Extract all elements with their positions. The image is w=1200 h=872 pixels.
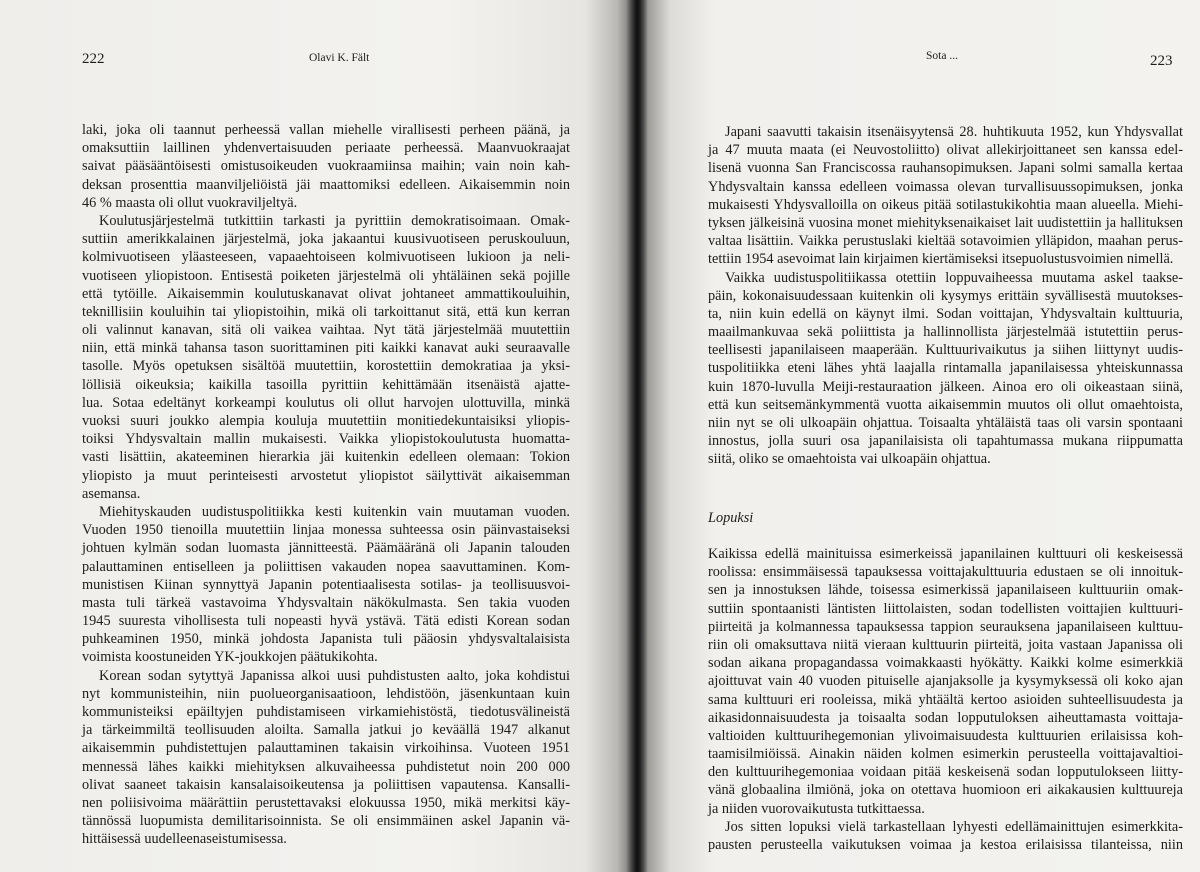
text-line: Jos sitten lopuksi vielä tarkastellaan lyhyesti edellämainittujen esimerkkita-: [725, 818, 1183, 835]
text-line: valtaa lisättiin. Vaikka perustuslaki kieltää sotavoimien ylläpidon, maahan perus-: [708, 233, 1183, 250]
text-line: sama kulttuuri eri rooleissa, mikä yhtäältä kertoo asioiden suhteellisuudesta ja: [708, 691, 1183, 708]
text-line: ja 47 muuta maata (ei Neuvostoliitto) olivat allekirjoittaneet sen kanssa edel-: [708, 142, 1183, 159]
text-line: masta tuli tärkeä vastavoima Yhdysvaltain näkökulmasta. Sen takia vuoden: [82, 594, 570, 611]
text-line: kuin 1870-luvulla Meiji-restauraation jälkeen. Ainoa ero oli oikeastaan siinä,: [708, 378, 1183, 395]
text-line: Yhdysvaltain kanssa edelleen voimassa olevan turvallisuussopimuksen, jonka: [708, 178, 1183, 195]
text-line: nen poliisivoima määrättiin perustettavaksi elokuussa 1950, mikä merkitsi käy-: [82, 794, 570, 811]
text-line: puhkeaminen 1950, minkä johdosta Japanista tuli pääosin yhdysvaltalaisista: [82, 631, 570, 648]
text-line: aikaisemmin puhdistettujen palauttaminen takaisin virkoihinsa. Vuoteen 1951: [82, 740, 570, 757]
text-line: aikasidonnaisuudesta ja toisaalta sodan lopputuloksen aiheuttamasta voittaja-: [708, 709, 1183, 726]
text-line: toiksi Yhdysvaltain mallin mukaisesti. Vaikka yliopistokoulutusta huomatta-: [82, 431, 570, 448]
text-line: vasti lisättiin, akateeminen hierarkia jäi kuitenkin edelleen olemaan: Tokion: [82, 449, 570, 466]
text-line: vänä globaalina ilmiönä, joka on otettava huomioon eri aikakausien kulttuureja: [708, 782, 1183, 799]
text-line: sen ja innostuksen lähde, toisessa esimerkissä japanilaiseen kulttuuriin omak-: [708, 582, 1183, 599]
right-page: [636, 0, 1200, 872]
section-heading: Lopuksi: [708, 510, 754, 526]
text-line: valtioiden kulttuurihegemonian ylivoimaisuudesta kulttuurien erilaisissa koh-: [708, 727, 1183, 744]
text-line: tettiin 1954 asevoimat lain kirjaimen kiertämiseksi itsepuolustusvoimien nimellä.: [708, 251, 1174, 268]
text-line: Miehityskauden uudistuspolitiikka kesti kuitenkin vain muutaman vuoden.: [99, 503, 570, 520]
text-line: Kaikissa edellä mainituissa esimerkeissä japanilainen kulttuuri oli keskeisessä: [708, 546, 1183, 562]
text-line: Korean sodan sytyttyä Japanissa alkoi uusi puhdistusten aalto, joka kohdistui: [99, 667, 570, 684]
left-body-text: [82, 121, 570, 849]
text-line: Vaikka uudistuspolitiikassa otettiin loppuvaiheessa muutama askel taakse-: [725, 269, 1183, 286]
text-line: hittäisessä uudelleenaseistumisessa.: [82, 831, 287, 848]
text-line: 46 % maasta oli ollut vuokraviljeltyä.: [82, 194, 298, 211]
text-line: tyksen jälkeisinä vuosina monet miehityksenaikaiset lait uudistettiin ja hallituksen: [708, 214, 1183, 231]
text-line: pausten perusteella vaikutuksen voimaa ja kestoa erilaisissa tilanteissa, niin: [708, 837, 1183, 853]
text-line: nyt kommunisteihin, niin puolueorganisaatioon, lehdistöön, jäsenkuntaan kuin: [82, 685, 570, 702]
right-body-text-bottom: [708, 545, 1183, 854]
text-line: Japani saavutti takaisin itsenäisyytensä 28. huhtikuuta 1952, kun Yhdysvallat: [725, 124, 1183, 140]
running-head: Olavi K. Fält: [309, 52, 370, 64]
text-line: voimista koostuneiden YK-joukkojen päätukikohta.: [82, 649, 378, 666]
text-line: piirteitä ja kolmannessa tapauksessa tappion seurauksena japanilaiseen kulttuu-: [708, 618, 1183, 635]
text-line: lisenä vuonna San Franciscossa rauhansopimuksen. Japani solmi samalla kertaa: [708, 160, 1183, 177]
text-line: siitä, oliko se omaehtoista vai ulkoapäin ohjattua.: [708, 451, 991, 468]
text-line: yliopisto ja muut perinteisesti arvostetut yliopistot säilyttivät aikaisemman: [82, 467, 570, 484]
text-line: 1945 suuresta vihollisesta tuli nopeasti hyvä ystävä. Tätä edisti Korean sodan: [82, 613, 570, 630]
text-line: tännössä luopumista demilitarisoinnista. Se oli ensimmäinen askel Japanin vä-: [82, 813, 570, 830]
page-number: 222: [82, 51, 105, 67]
text-line: löllisiä oikeuksia; kaikilla tasoilla pyrittiin kehittämään itsenäistä ajatte-: [82, 376, 570, 393]
text-line: omaksuttiin laillinen yhdenvertaisuuden periaate perheessä. Maanvuokraajat: [82, 140, 570, 157]
text-line: lua. Sotaa edeltänyt korkeampi koulutus oli ollut harvojen ulottuvilla, minkä: [82, 394, 570, 411]
text-line: maailmankuvaa sekä poliittista ja hallinnollista järjestelmää istutettiin perus-: [708, 324, 1183, 341]
text-line: Vuoden 1950 tienoilla muutettiin linjaa monessa suhteessa osin päinvastaiseksi: [82, 522, 570, 539]
text-line: ajoittuvat vain 40 vuoden pituiselle ajanjaksolle ja kysymyksessä oli koko ajan: [708, 673, 1183, 690]
text-line: kommunisteiksi epäiltyjen puhdistamiseen virkamiehistöstä, tiedotusvälineistä: [82, 704, 570, 720]
text-line: riin oli omaksuttava niitä vieraan kulttuurin piirteitä, joita vastaan Japanissa oli: [708, 636, 1183, 653]
page-number: 223: [1150, 53, 1173, 69]
text-line: taamisilmiöissä. Ainakin näiden kolmen esimerkin perusteella voittajavaltioi-: [708, 746, 1183, 763]
text-line: että kun seitsemänkymmentä vuotta aikaisemmin muutos oli ollut omaehtoista,: [708, 396, 1183, 413]
text-line: deksan prosenttia maanviljeliöistä jäi maattomiksi edelleen. Aikaisemmin noin: [82, 176, 570, 193]
text-line: roolissa: ensimmäisessä tapauksessa voittajakulttuuria edustaen se oli innoituk-: [708, 564, 1183, 581]
text-line: kolmivuotiseen yläasteeseen, vapaaehtoiseen kolmivuotiseen lukioon ja neli-: [82, 249, 570, 266]
text-line: sodan aikana propagandassa voimakkaasti hyökätty. Kaikki kolme esimerkkiä: [708, 655, 1183, 672]
text-line: oli valinnut kanavan, sitä oli vaikea vaihtaa. Nyt tätä järjestelmää muutettiin: [82, 322, 570, 339]
text-line: päin, kokonaisuudessaan kuitenkin oli kysymys erittäin syvällisestä muutokses-: [708, 287, 1183, 304]
text-line: olivat saaneet takaisin kansalaisoikeutensa ja poliittisen vapautensa. Kansalli-: [82, 776, 570, 793]
right-body-text-top: [708, 123, 1183, 469]
text-line: mennessä lähes kaikki miehityksen alkuvaiheessa puhdistetut noin 200 000: [82, 758, 570, 775]
text-line: palauttaminen entiselleen ja poliittisen vakauden nopea saavuttaminen. Kom-: [82, 558, 570, 575]
text-line: että tytöille. Aikaisemmin koulutuskanavat olivat johtaneet ammattikouluihin,: [82, 285, 570, 302]
text-line: innostus, jolla suuri osa japanilaisista oli tapahtumassa mukana riippumatta: [708, 433, 1183, 450]
text-line: asemansa.: [82, 485, 141, 502]
running-head: Sota ...: [926, 50, 958, 62]
text-line: suttiin amerikkalainen järjestelmä, joka jakaantui kuusivuotiseen peruskouluun,: [82, 231, 570, 248]
text-line: vuotiseen yliopistoon. Entisestä poiketen järjestelmä oli yhtäläinen sekä pojille: [82, 267, 570, 284]
text-line: munistisen Kiinan synnyttyä Japanin potentiaalisesta sotilas- ja teollisuusvoi-: [82, 576, 570, 593]
text-line: saivat pääsääntöisesti omistusoikeuden vuokraamiinsa maihin; vain noin kah-: [82, 158, 570, 175]
text-line: laki, joka oli taannut perheessä vallan miehelle virallisesti perheen päänä, ja: [82, 122, 570, 138]
text-line: vuoksi suuri joukko alempia kouluja muutettiin monitiedekuntaisiksi yliopis-: [82, 413, 570, 429]
text-line: johtuen kylmän sodan luomasta jännitteestä. Päämääränä oli Japanin talouden: [82, 540, 570, 557]
text-line: den kulttuurihegemoniaa voidaan pitää keskeisenä sodan lopputulokseen liitty-: [708, 764, 1183, 781]
text-line: tuspolitiikka eteni lähes yhtä laajalla rintamalla japanilaisessa yhteiskunnassa: [708, 360, 1183, 377]
text-line: teknillisiin kouluihin tai yliopistoihin, mikä oli tarkoittanut sitä, että kun kerran: [82, 303, 570, 320]
text-line: tasolle. Myös opetuksen sisältöä muutettiin, korostettiin demokratiaa ja yksi-: [82, 358, 570, 375]
book-gutter: [626, 0, 648, 872]
text-line: ja niiden vuorovaikutusta tutkittaessa.: [708, 800, 925, 817]
text-line: suttiin spontaanisti läntisten liittolaisten, sodan todellisten voittajien kulttuuri-: [708, 600, 1183, 617]
text-line: Koulutusjärjestelmä tutkittiin tarkasti ja pyrittiin demokratisoimaan. Omak-: [99, 212, 570, 229]
text-line: niin nyt se oli ulkoapäin ohjattua. Toisaalta yhtäläistä taas oli varsin spontaani: [708, 415, 1183, 431]
text-line: teellisesti japanilaiseen maaperään. Kulttuurivaikutus ja siihen liittynyt uudis-: [708, 342, 1183, 359]
text-line: ta, niin kuin edellä on käynyt ilmi. Sodan voittajan, Yhdysvaltain kulttuuria,: [708, 305, 1183, 322]
text-line: mukaisesti Yhdysvalloilla on oikeus pitää sotilastukikohtia maan alueella. Miehi-: [708, 196, 1183, 213]
text-line: ja tärkeimmiltä teollisuuden aloilta. Samalla jatkui jo keväällä 1947 alkanut: [82, 722, 570, 739]
text-line: niin, että minkä tahansa tason suorittaminen piti kaikki kanavat auki seuraavalle: [82, 340, 570, 357]
